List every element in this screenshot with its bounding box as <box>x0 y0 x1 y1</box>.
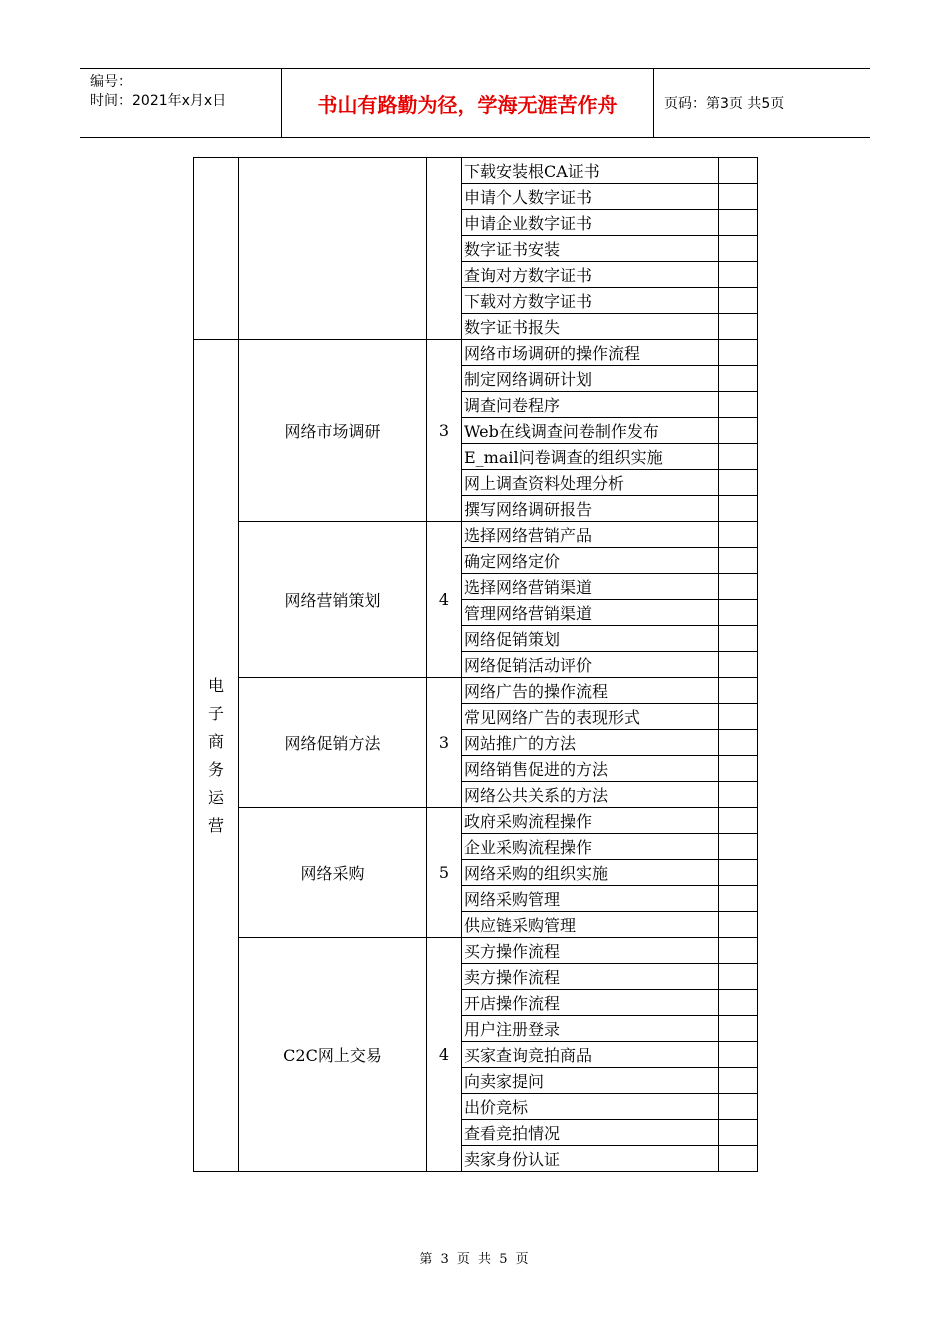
time-label: 时间：2021年x月x日 <box>90 93 227 109</box>
item-cell: 网络促销策划 <box>462 626 719 652</box>
course-table-body <box>194 158 758 1172</box>
item-cell: 网络广告的操作流程 <box>462 678 719 704</box>
item-cell: 下载对方数字证书 <box>462 288 719 314</box>
item-cell: 制定网络调研计划 <box>462 366 719 392</box>
subject-cell: 网络采购 <box>239 808 427 938</box>
hours-cell: 3 <box>427 678 462 808</box>
item-cell: 查看竞拍情况 <box>462 1120 719 1146</box>
course-table <box>193 157 758 1172</box>
blank-cell <box>719 340 758 366</box>
item-cell: 下载安装根CA证书 <box>462 158 719 184</box>
table-row <box>194 340 758 366</box>
blank-cell <box>719 964 758 990</box>
item-cell: 用户注册登录 <box>462 1016 719 1042</box>
item-cell: 买家查询竞拍商品 <box>462 1042 719 1068</box>
blank-cell <box>719 522 758 548</box>
item-cell: 调查问卷程序 <box>462 392 719 418</box>
header-meta <box>80 69 282 137</box>
blank-cell <box>719 470 758 496</box>
item-cell: 网络促销活动评价 <box>462 652 719 678</box>
item-cell: E_mail问卷调查的组织实施 <box>462 444 719 470</box>
hours-cell: 4 <box>427 522 462 678</box>
blank-cell <box>719 184 758 210</box>
item-cell: 网络销售促进的方法 <box>462 756 719 782</box>
item-cell: 政府采购流程操作 <box>462 808 719 834</box>
blank-cell <box>719 990 758 1016</box>
item-cell: 网络公共关系的方法 <box>462 782 719 808</box>
blank-cell <box>719 496 758 522</box>
blank-cell <box>719 1094 758 1120</box>
blank-cell <box>719 834 758 860</box>
blank-cell <box>719 548 758 574</box>
page-header <box>80 68 870 138</box>
item-cell: 数字证书安装 <box>462 236 719 262</box>
blank-cell <box>719 210 758 236</box>
blank-cell <box>719 574 758 600</box>
item-cell: 出价竞标 <box>462 1094 719 1120</box>
number-label: 编号： <box>90 74 132 90</box>
table-row <box>194 678 758 704</box>
category-cell <box>194 340 239 1172</box>
item-cell: 企业采购流程操作 <box>462 834 719 860</box>
blank-cell <box>719 860 758 886</box>
table-row <box>194 158 758 184</box>
item-cell: 买方操作流程 <box>462 938 719 964</box>
item-cell: 查询对方数字证书 <box>462 262 719 288</box>
blank-cell <box>719 314 758 340</box>
blank-cell <box>719 912 758 938</box>
item-cell: 网络市场调研的操作流程 <box>462 340 719 366</box>
subject-cell: C2C网上交易 <box>239 938 427 1172</box>
subject-cell: 网络营销策划 <box>239 522 427 678</box>
item-cell: 卖方操作流程 <box>462 964 719 990</box>
blank-cell <box>719 626 758 652</box>
category-text: 电子商务运营 <box>208 675 225 835</box>
blank-cell <box>719 158 758 184</box>
hours-cell: 3 <box>427 340 462 522</box>
hours-cell: 4 <box>427 938 462 1172</box>
header-motto: 书山有路勤为径，学海无涯苦作舟 <box>282 69 654 137</box>
item-cell: 网络采购管理 <box>462 886 719 912</box>
blank-cell <box>719 730 758 756</box>
blank-cell <box>719 444 758 470</box>
table-row <box>194 522 758 548</box>
hours-cell <box>427 158 462 340</box>
blank-cell <box>719 288 758 314</box>
blank-cell <box>719 1042 758 1068</box>
page-footer: 第 3 页 共 5 页 <box>419 1252 531 1267</box>
blank-cell <box>719 418 758 444</box>
blank-cell <box>719 938 758 964</box>
item-cell: 供应链采购管理 <box>462 912 719 938</box>
item-cell: 卖家身份认证 <box>462 1146 719 1172</box>
blank-cell <box>719 1120 758 1146</box>
item-cell: 管理网络营销渠道 <box>462 600 719 626</box>
item-cell: 常见网络广告的表现形式 <box>462 704 719 730</box>
item-cell: 申请个人数字证书 <box>462 184 719 210</box>
blank-cell <box>719 1068 758 1094</box>
blank-cell <box>719 262 758 288</box>
item-cell: 确定网络定价 <box>462 548 719 574</box>
blank-cell <box>719 756 758 782</box>
item-cell: 申请企业数字证书 <box>462 210 719 236</box>
blank-cell <box>719 1146 758 1172</box>
blank-cell <box>719 1016 758 1042</box>
blank-cell <box>719 236 758 262</box>
blank-cell <box>719 600 758 626</box>
subject-cell: 网络促销方法 <box>239 678 427 808</box>
item-cell: 选择网络营销渠道 <box>462 574 719 600</box>
blank-cell <box>719 652 758 678</box>
item-cell: 网上调查资料处理分析 <box>462 470 719 496</box>
blank-cell <box>719 392 758 418</box>
blank-cell <box>719 678 758 704</box>
table-row <box>194 938 758 964</box>
header-page-label: 页码：第3页 共5页 <box>664 96 785 112</box>
item-cell: Web在线调查问卷制作发布 <box>462 418 719 444</box>
item-cell: 开店操作流程 <box>462 990 719 1016</box>
subject-cell <box>239 158 427 340</box>
table-row <box>194 808 758 834</box>
blank-cell <box>719 704 758 730</box>
item-cell: 网站推广的方法 <box>462 730 719 756</box>
blank-cell <box>719 782 758 808</box>
item-cell: 选择网络营销产品 <box>462 522 719 548</box>
item-cell: 撰写网络调研报告 <box>462 496 719 522</box>
item-cell: 网络采购的组织实施 <box>462 860 719 886</box>
blank-cell <box>719 886 758 912</box>
blank-cell <box>719 366 758 392</box>
item-cell: 向卖家提问 <box>462 1068 719 1094</box>
item-cell: 数字证书报失 <box>462 314 719 340</box>
hours-cell: 5 <box>427 808 462 938</box>
category-cell <box>194 158 239 340</box>
blank-cell <box>719 808 758 834</box>
subject-cell: 网络市场调研 <box>239 340 427 522</box>
